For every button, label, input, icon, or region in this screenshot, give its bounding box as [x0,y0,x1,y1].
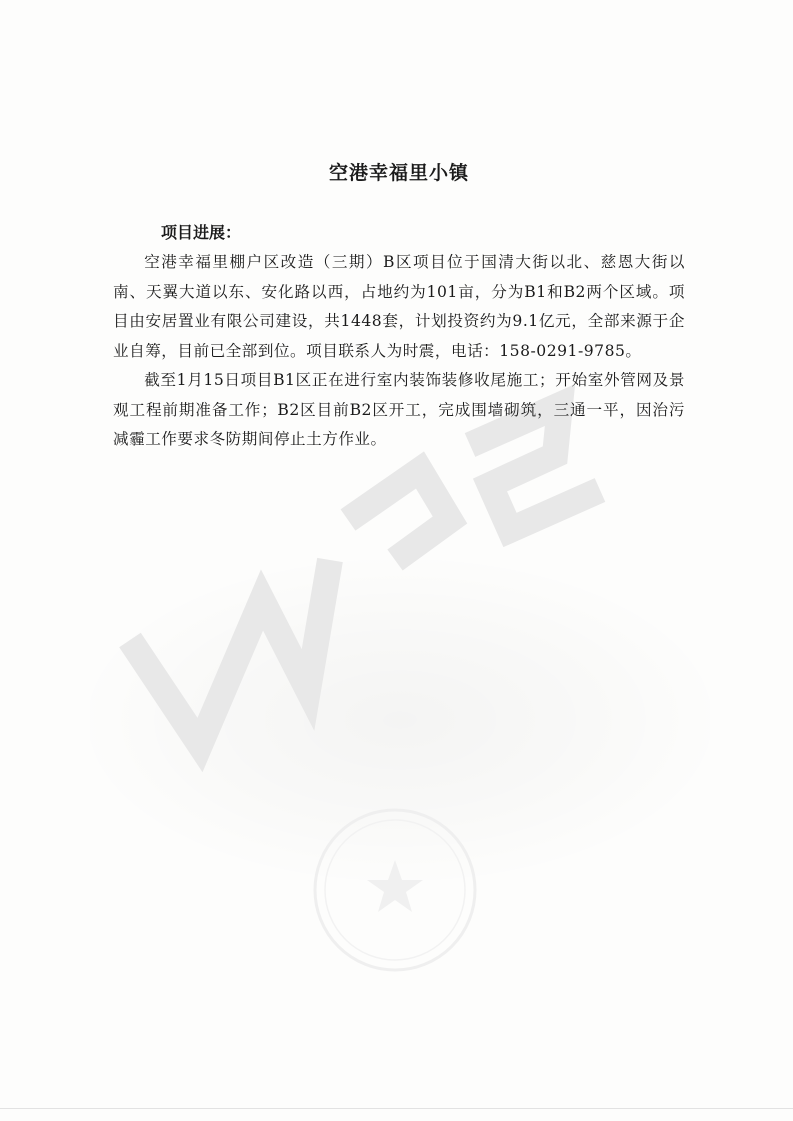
paragraph-project-overview: 空港幸福里棚户区改造（三期）B区项目位于国清大街以北、慈恩大街以南、天翼大道以东、安化路以西，占地约为101亩，分为B1和B2两个区域。项目由安居置业有限公司建设，共1448套，计划投资约为9.1亿元，全部来源于企业自筹，目前已全部到位。项目联系人为时震，电话：158-0291-9785。 [113,253,685,360]
page-bottom-edge [0,1108,793,1109]
document-title: 空港幸福里小镇 [328,162,469,184]
paragraph-progress-status: 截至1月15日项目B1区正在进行室内装饰装修收尾施工；开始室外管网及景观工程前期准备工作；B2区目前B2区开工，完成围墙砌筑，三通一平，因治污减霾工作要求冬防期间停止土方作业。 [113,371,685,448]
section-heading: 项目进展： [161,223,242,242]
document-body [113,158,685,455]
